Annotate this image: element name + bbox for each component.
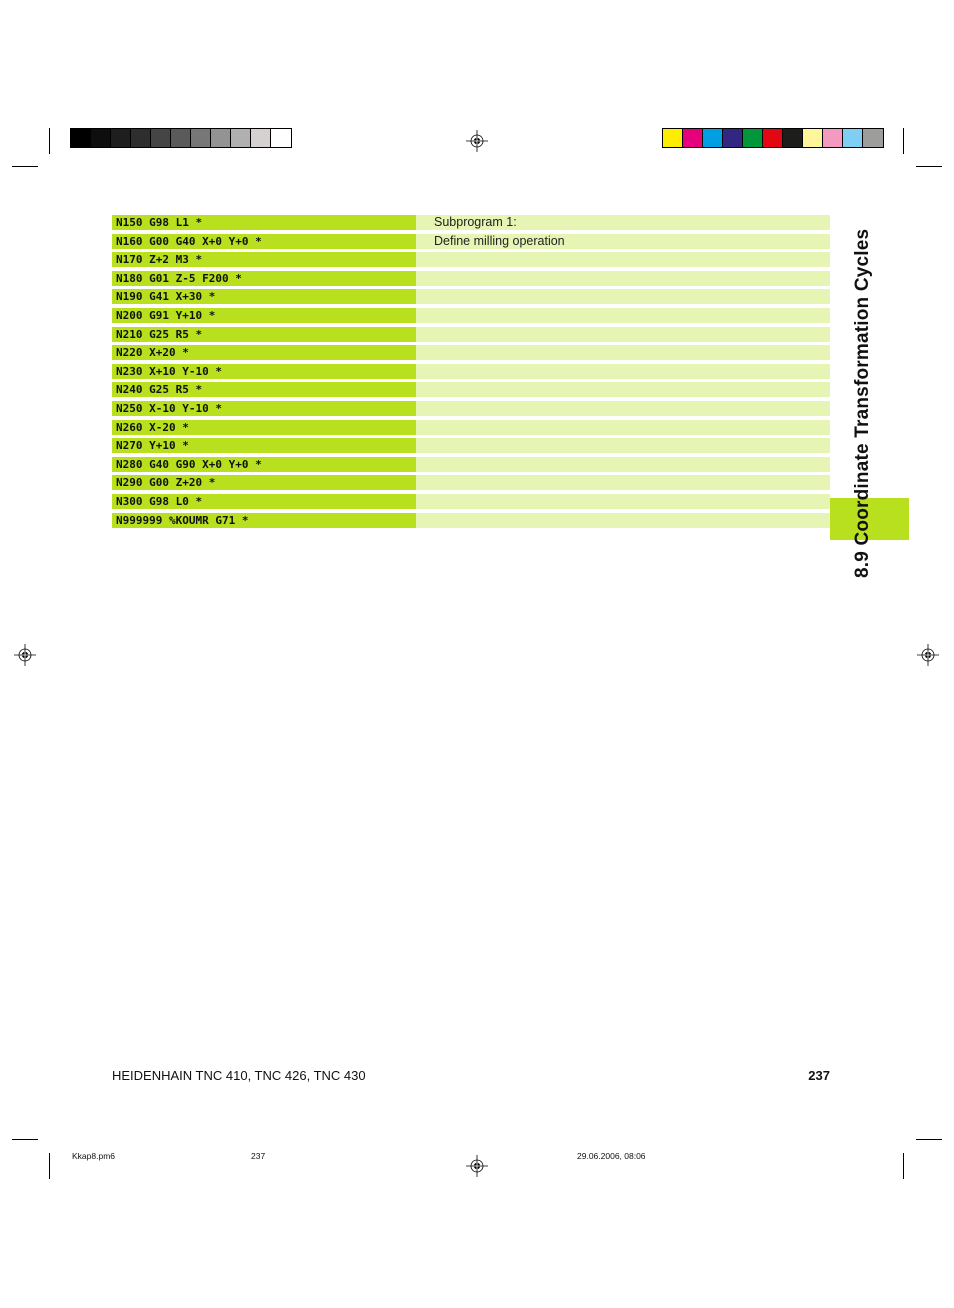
- program-row: [112, 271, 830, 290]
- program-code: N280 G40 G90 X+0 Y+0 *: [112, 457, 416, 472]
- color-swatch: [251, 129, 271, 147]
- program-code: N260 X-20 *: [112, 420, 416, 435]
- program-code: N210 G25 R5 *: [112, 327, 416, 342]
- program-comment: [416, 308, 830, 323]
- color-swatch: [271, 129, 291, 147]
- color-swatch: [823, 129, 843, 147]
- program-comment: [416, 420, 830, 435]
- program-code: N220 X+20 *: [112, 345, 416, 360]
- color-swatch: [151, 129, 171, 147]
- program-code: N160 G00 G40 X+0 Y+0 *: [112, 234, 416, 249]
- page-number: 237: [808, 1068, 830, 1083]
- program-code: N170 Z+2 M3 *: [112, 252, 416, 267]
- program-row: [112, 438, 830, 457]
- program-row: [112, 308, 830, 327]
- program-comment: Define milling operation: [416, 234, 830, 249]
- program-comment: [416, 364, 830, 379]
- color-swatch: [231, 129, 251, 147]
- program-row: [112, 420, 830, 439]
- program-code: N150 G98 L1 *: [112, 215, 416, 230]
- program-comment: [416, 345, 830, 360]
- crop-mark: [903, 128, 904, 154]
- program-row: [112, 457, 830, 476]
- program-comment: [416, 401, 830, 416]
- crop-mark: [12, 166, 38, 167]
- color-swatch: [763, 129, 783, 147]
- program-comment: [416, 252, 830, 267]
- color-swatch: [191, 129, 211, 147]
- program-code: N270 Y+10 *: [112, 438, 416, 453]
- color-swatch: [723, 129, 743, 147]
- program-code: N290 G00 Z+20 *: [112, 475, 416, 490]
- program-comment: [416, 513, 830, 528]
- color-swatch: [71, 129, 91, 147]
- program-row: [112, 382, 830, 401]
- crop-mark: [916, 166, 942, 167]
- color-swatch: [131, 129, 151, 147]
- program-comment: [416, 289, 830, 304]
- program-row: [112, 252, 830, 271]
- grayscale-calibration-bar: [70, 128, 292, 148]
- color-swatch: [863, 129, 883, 147]
- color-calibration-bar: [662, 128, 884, 148]
- color-swatch: [743, 129, 763, 147]
- color-swatch: [111, 129, 131, 147]
- program-code: N999999 %KOUMR G71 *: [112, 513, 416, 528]
- registration-mark-icon: [14, 644, 36, 666]
- program-code: N240 G25 R5 *: [112, 382, 416, 397]
- slug-page: 237: [251, 1151, 266, 1161]
- program-code: N190 G41 X+30 *: [112, 289, 416, 304]
- crop-mark: [49, 128, 50, 154]
- program-comment: [416, 475, 830, 490]
- color-swatch: [803, 129, 823, 147]
- program-comment: [416, 271, 830, 286]
- program-row: [112, 289, 830, 308]
- crop-mark: [916, 1139, 942, 1140]
- color-swatch: [783, 129, 803, 147]
- program-row: [112, 401, 830, 420]
- program-comment: [416, 382, 830, 397]
- program-comment: [416, 457, 830, 472]
- program-row: [112, 475, 830, 494]
- program-comment: [416, 494, 830, 509]
- program-row: [112, 327, 830, 346]
- color-swatch: [843, 129, 863, 147]
- crop-mark: [903, 1153, 904, 1179]
- slug-datetime: 29.06.2006, 08:06: [577, 1151, 646, 1161]
- section-title: 8.9 Coordinate Transformation Cycles: [852, 228, 873, 578]
- program-row: [112, 513, 830, 532]
- color-swatch: [683, 129, 703, 147]
- program-row: [112, 234, 830, 253]
- program-code: N300 G98 L0 *: [112, 494, 416, 509]
- color-swatch: [663, 129, 683, 147]
- crop-mark: [49, 1153, 50, 1179]
- program-comment: Subprogram 1:: [416, 215, 830, 230]
- color-swatch: [171, 129, 191, 147]
- color-swatch: [211, 129, 231, 147]
- color-swatch: [703, 129, 723, 147]
- nc-program-listing: [112, 215, 830, 531]
- program-code: N250 X-10 Y-10 *: [112, 401, 416, 416]
- program-row: [112, 345, 830, 364]
- program-comment: [416, 327, 830, 342]
- crop-mark: [12, 1139, 38, 1140]
- footer-product: HEIDENHAIN TNC 410, TNC 426, TNC 430: [112, 1068, 366, 1083]
- program-comment: [416, 438, 830, 453]
- registration-mark-icon: [917, 644, 939, 666]
- color-swatch: [91, 129, 111, 147]
- slug-file: Kkap8.pm6: [72, 1151, 115, 1161]
- registration-mark-icon: [466, 1155, 488, 1177]
- program-code: N180 G01 Z-5 F200 *: [112, 271, 416, 286]
- program-row: [112, 494, 830, 513]
- program-row: [112, 215, 830, 234]
- program-code: N230 X+10 Y-10 *: [112, 364, 416, 379]
- program-row: [112, 364, 830, 383]
- registration-mark-icon: [466, 130, 488, 152]
- program-code: N200 G91 Y+10 *: [112, 308, 416, 323]
